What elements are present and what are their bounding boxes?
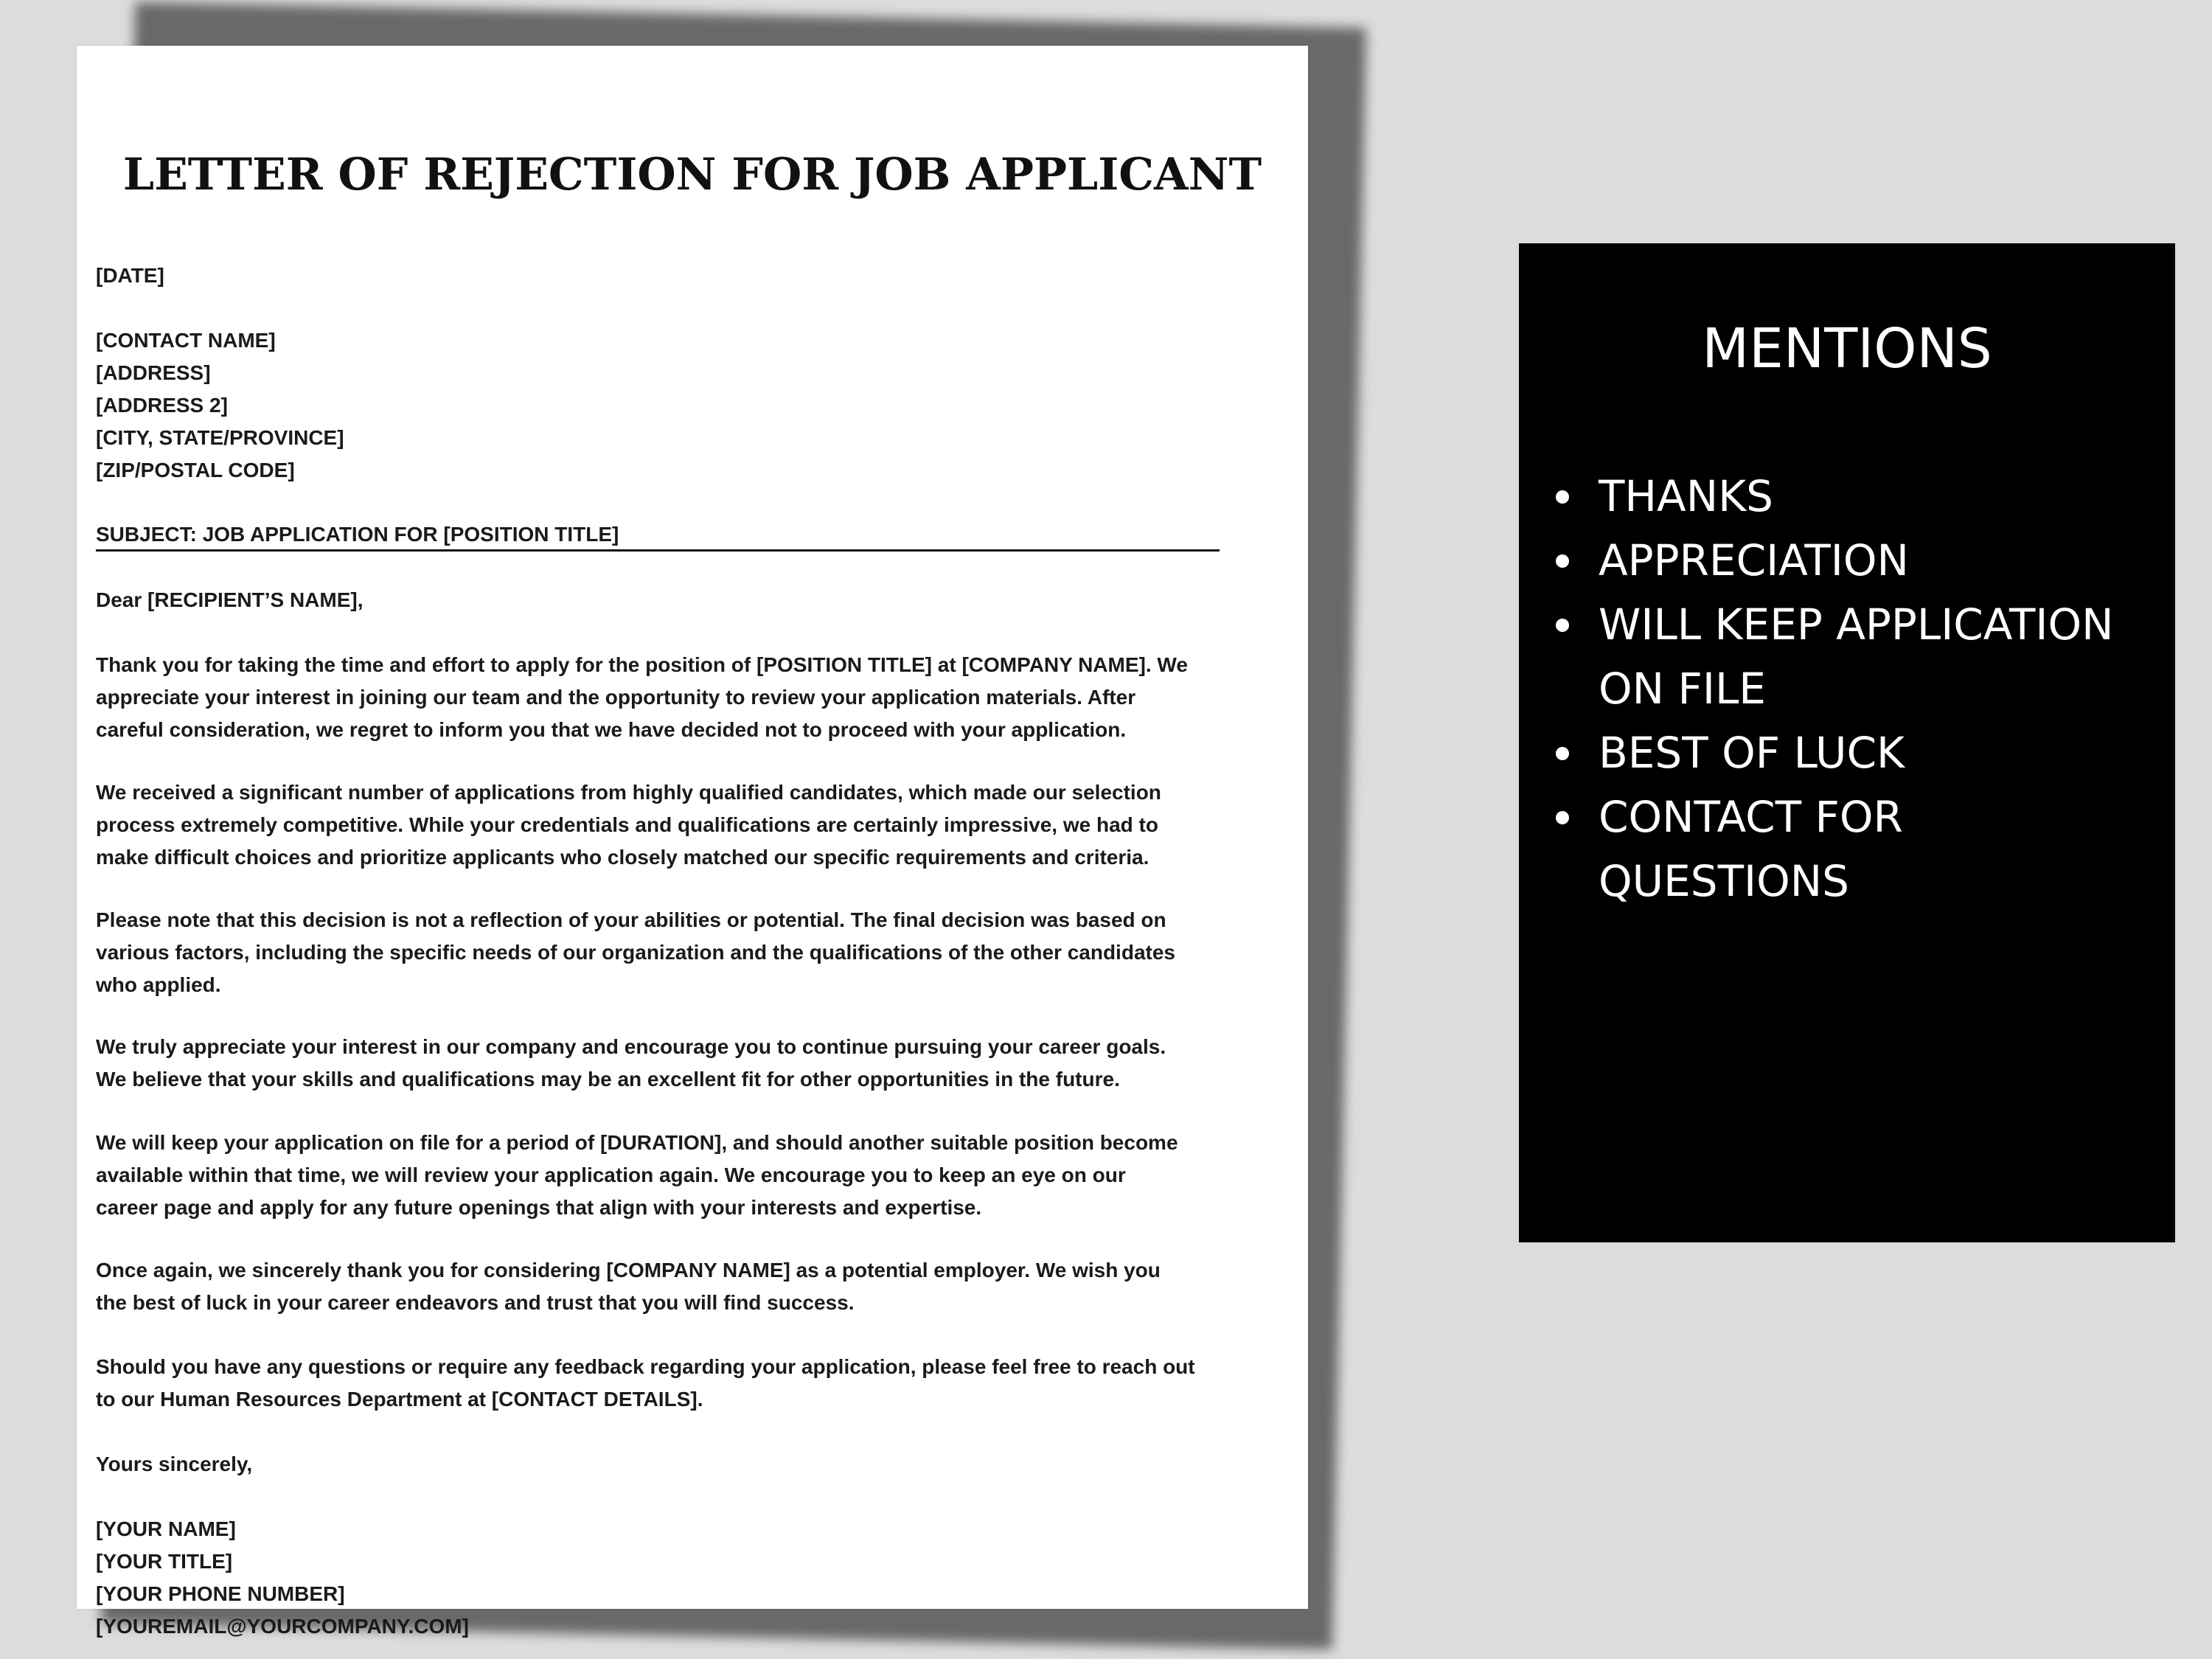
paragraph-decision xyxy=(96,904,1379,1001)
paragraph-line: make difficult choices and prioritize applicants who closely matched our specific requirements and criteria. xyxy=(96,846,1150,869)
paragraph-appreciation xyxy=(96,1031,1379,1096)
paragraph-line: who applied. xyxy=(96,973,221,996)
paragraph-line: Once again, we sincerely thank you for considering [COMPANY NAME] as a potential employer. We wish you xyxy=(96,1259,1161,1281)
address-contact-name: [CONTACT NAME] xyxy=(96,329,276,352)
paragraph-best-of-luck xyxy=(96,1254,1379,1319)
mentions-panel xyxy=(1519,243,2175,1242)
paragraph-line: process extremely competitive. While your credentials and qualifications are certainly impressive, we had to xyxy=(96,813,1158,836)
bullet-icon xyxy=(1556,619,1569,632)
paragraph-line: We truly appreciate your interest in our company and encourage you to continue pursuing your career goals. xyxy=(96,1035,1166,1058)
bullet-icon xyxy=(1556,554,1569,568)
letter-closing: Yours sincerely, xyxy=(96,1453,253,1475)
mention-item-label-cont: ON FILE xyxy=(1599,664,1766,714)
mention-item xyxy=(1556,593,2160,721)
mention-item xyxy=(1556,529,2160,593)
bullet-icon xyxy=(1556,811,1569,824)
paragraph-line: We will keep your application on file for a period of [DURATION], and should another suitable position become xyxy=(96,1131,1178,1154)
paragraph-line: Thank you for taking the time and effort to apply for the position of [POSITION TITLE] at [COMPANY NAME]. We xyxy=(96,653,1188,676)
letter-page xyxy=(77,46,1308,1638)
signature-email: [YOUREMAIL@YOURCOMPANY.COM] xyxy=(96,1615,469,1638)
signature-name: [YOUR NAME] xyxy=(96,1517,236,1540)
signature-title: [YOUR TITLE] xyxy=(96,1550,233,1573)
paragraph-competition xyxy=(96,776,1379,874)
letter-salutation: Dear [RECIPIENT’S NAME], xyxy=(96,588,364,611)
letter-subject: SUBJECT: JOB APPLICATION FOR [POSITION TITLE] xyxy=(96,520,1220,552)
paragraph-thanks xyxy=(96,649,1379,746)
paragraph-line: appreciate your interest in joining our team and the opportunity to review your application materials. After xyxy=(96,686,1136,709)
paragraph-line: to our Human Resources Department at [CONTACT DETAILS]. xyxy=(96,1388,703,1411)
paragraph-line: We received a significant number of applications from highly qualified candidates, which made our selection xyxy=(96,781,1161,804)
paragraph-line: Please note that this decision is not a reflection of your abilities or potential. The final decision was based on xyxy=(96,908,1166,931)
paragraph-line: Should you have any questions or require any feedback regarding your application, please feel free to reach out xyxy=(96,1355,1195,1378)
mention-item xyxy=(1556,721,2160,785)
address-line-2: [ADDRESS 2] xyxy=(96,394,228,417)
address-line-1: [ADDRESS] xyxy=(96,361,211,384)
mention-item-label: CONTACT FOR xyxy=(1599,792,1903,842)
mentions-title: MENTIONS xyxy=(1702,317,1992,380)
mention-item-label: THANKS xyxy=(1599,471,1773,521)
paragraph-line: career page and apply for any future openings that align with your interests and expertise. xyxy=(96,1196,982,1219)
mention-item xyxy=(1556,465,2160,529)
mention-item-label: BEST OF LUCK xyxy=(1599,728,1905,778)
letter-date: [DATE] xyxy=(96,264,164,287)
paragraph-line: careful consideration, we regret to inform you that we have decided not to proceed with your application. xyxy=(96,718,1127,741)
letter-title: LETTER OF REJECTION FOR JOB APPLICANT xyxy=(122,149,1262,201)
mention-item-label: APPRECIATION xyxy=(1599,535,1909,585)
mentions-list xyxy=(1556,465,2160,914)
paragraph-line: We believe that your skills and qualifications may be an excellent fit for other opportunities in the future. xyxy=(96,1068,1120,1091)
mention-item xyxy=(1556,785,2160,914)
signature-phone: [YOUR PHONE NUMBER] xyxy=(96,1582,345,1605)
bullet-icon xyxy=(1556,747,1569,760)
bullet-icon xyxy=(1556,490,1569,504)
address-zip: [ZIP/POSTAL CODE] xyxy=(96,459,295,481)
mention-item-label-cont: QUESTIONS xyxy=(1599,856,1849,906)
paragraph-line: the best of luck in your career endeavors and trust that you will find success. xyxy=(96,1291,855,1314)
paragraph-contact xyxy=(96,1351,1379,1416)
paragraph-line: various factors, including the specific needs of our organization and the qualifications of the other candidates xyxy=(96,941,1175,964)
address-city-state: [CITY, STATE/PROVINCE] xyxy=(96,426,344,449)
mention-item-label: WILL KEEP APPLICATION xyxy=(1599,599,2114,650)
paragraph-line: available within that time, we will review your application again. We encourage you to keep an eye on our xyxy=(96,1164,1126,1186)
paragraph-on-file xyxy=(96,1127,1379,1224)
